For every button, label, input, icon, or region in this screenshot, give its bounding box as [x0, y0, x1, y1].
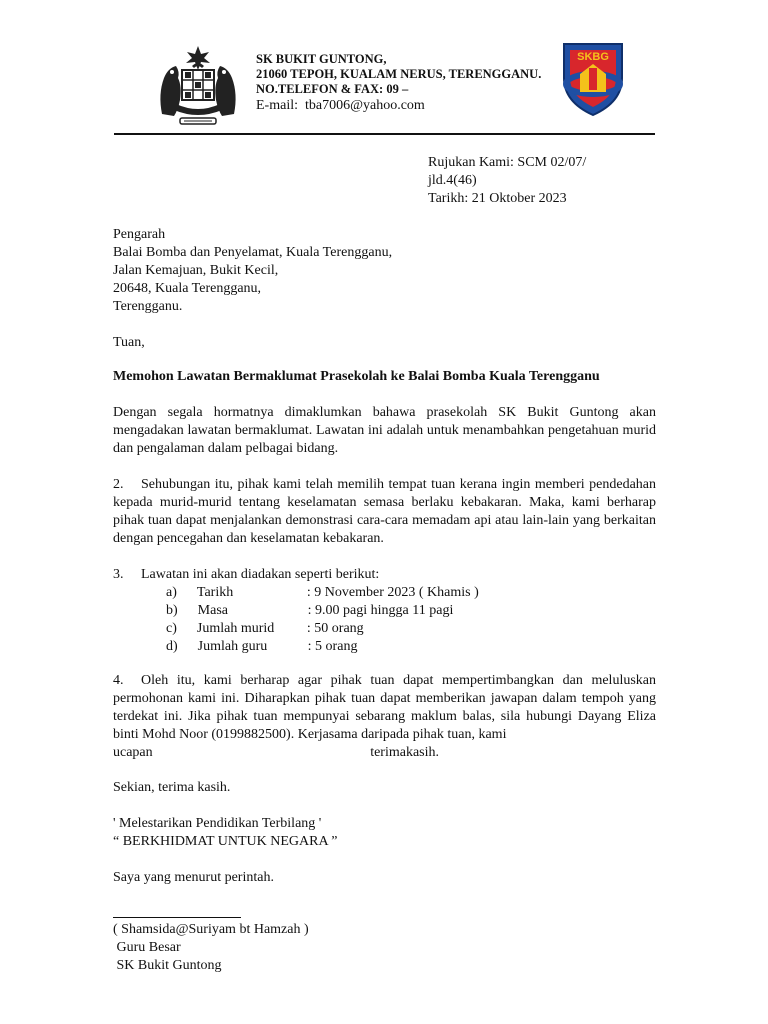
signature-block [113, 921, 309, 975]
paragraph-2 [113, 476, 656, 548]
paragraph-text: Oleh itu, kami berharap agar pihak tuan dapat mempertimbangkan dan meluluskan permohonan kami ini. Diharapkan pihak tuan dapat memberikan jawapan dalam tempoh yang terdekat ini. Jika pihak tuan mempunyai sebarang maklum balas, sila hubungi Dayang Eliza binti Mohd Noor (0199882500). Kerjasama daripada pihak tuan, kami [113, 673, 656, 742]
recipient-line: Jalan Kemajuan, Bukit Kecil, [113, 263, 279, 278]
recipient-line: Terengganu. [113, 299, 183, 314]
list-item [113, 620, 656, 638]
school-name: SK BUKIT GUNTONG, [256, 52, 387, 66]
item-key: Jumlah guru [197, 639, 268, 654]
signatory-school: SK Bukit Guntong [113, 958, 222, 973]
letter-subject: Memohon Lawatan Bermaklumat Prasekolah ke Balai Bomba Kuala Terengganu [113, 369, 600, 384]
list-item [113, 638, 656, 656]
paragraph-text: Lawatan ini akan diadakan seperti berikut: [141, 567, 380, 582]
recipient-line: Pengarah [113, 227, 166, 242]
item-marker: a) [166, 585, 177, 600]
logo-text: SKBG [577, 51, 609, 63]
item-key: Tarikh [196, 585, 234, 600]
paragraph-4 [113, 672, 656, 762]
paragraph-3 [113, 566, 656, 656]
item-value: : 9.00 pagi hingga 11 pagi [307, 603, 454, 618]
paragraph-text: terimakasih. [370, 745, 439, 760]
item-marker: b) [166, 603, 178, 618]
paragraph-number: 4. [113, 673, 124, 688]
visit-details-list [113, 584, 656, 656]
item-value: : 9 November 2023 ( Khamis ) [306, 585, 479, 600]
paragraph-text: Sehubungan itu, pihak kami telah memilih tempat tuan kerana ingin memberi pendedahan kepada murid-murid tentang keselamatan semasa berlaku kebakaran. Maka, kami berharap pihak tuan dapat menjalankan demonstrasi cara-cara memadam api atau lain-lain yang berkaitan dengan pencegahan dan keselamatan kebakaran. [113, 477, 656, 546]
signature-line [113, 917, 241, 918]
school-email-line [256, 98, 541, 113]
item-marker: c) [166, 621, 177, 636]
email-address: tba7006@yahoo.com [305, 98, 425, 113]
list-item [113, 584, 656, 602]
item-value: : 5 orang [307, 639, 358, 654]
reference-number: Rujukan Kami: SCM 02/07/ [428, 155, 587, 170]
paragraph-text: ucapan [113, 745, 153, 760]
signatory-name: ( Shamsida@Suriyam bt Hamzah ) [113, 922, 309, 937]
reference-block [428, 154, 586, 208]
list-item [113, 602, 656, 620]
school-phone: NO.TELEFON & FAX: 09 – [256, 82, 409, 96]
item-key: Jumlah murid [196, 621, 275, 636]
item-key: Masa [197, 603, 228, 618]
school-address: 21060 TEPOH, KUALAM NERUS, TERENGGANU. [256, 67, 542, 81]
paragraph-last-line [113, 744, 439, 762]
paragraph-number: 3. [113, 567, 124, 582]
reference-volume: jld.4(46) [428, 173, 477, 188]
letterhead [256, 52, 541, 113]
email-label: E-mail: [256, 98, 298, 113]
header-divider [114, 133, 655, 135]
recipient-line: Balai Bomba dan Penyelamat, Kuala Terengganu, [113, 245, 393, 260]
closing-line: Sekian, terima kasih. [113, 780, 231, 795]
item-value: : 50 orang [306, 621, 364, 636]
item-marker: d) [166, 639, 178, 654]
motto-line: ' Melestarikan Pendidikan Terbilang ' [113, 816, 322, 831]
signatory-title: Guru Besar [113, 940, 181, 955]
paragraph-1: Dengan segala hormatnya dimaklumkan bahawa prasekolah SK Bukit Guntong akan mengadakan lawatan bermaklumat. Lawatan ini adalah untuk menambahkan pengetahuan murid dan pengalaman dalam pelbagai bidang. [113, 405, 656, 456]
closing-line: Saya yang menurut perintah. [113, 870, 274, 885]
recipient-address [113, 226, 392, 316]
coat-of-arms-icon [152, 44, 244, 128]
motto-line: “ BERKHIDMAT UNTUK NEGARA ” [113, 834, 338, 849]
motto-block [113, 815, 656, 851]
salutation: Tuan, [113, 335, 145, 350]
school-logo-icon [558, 38, 628, 118]
recipient-line: 20648, Kuala Terengganu, [113, 281, 262, 296]
letter-date: Tarikh: 21 Oktober 2023 [428, 191, 567, 206]
paragraph-number: 2. [113, 477, 124, 492]
